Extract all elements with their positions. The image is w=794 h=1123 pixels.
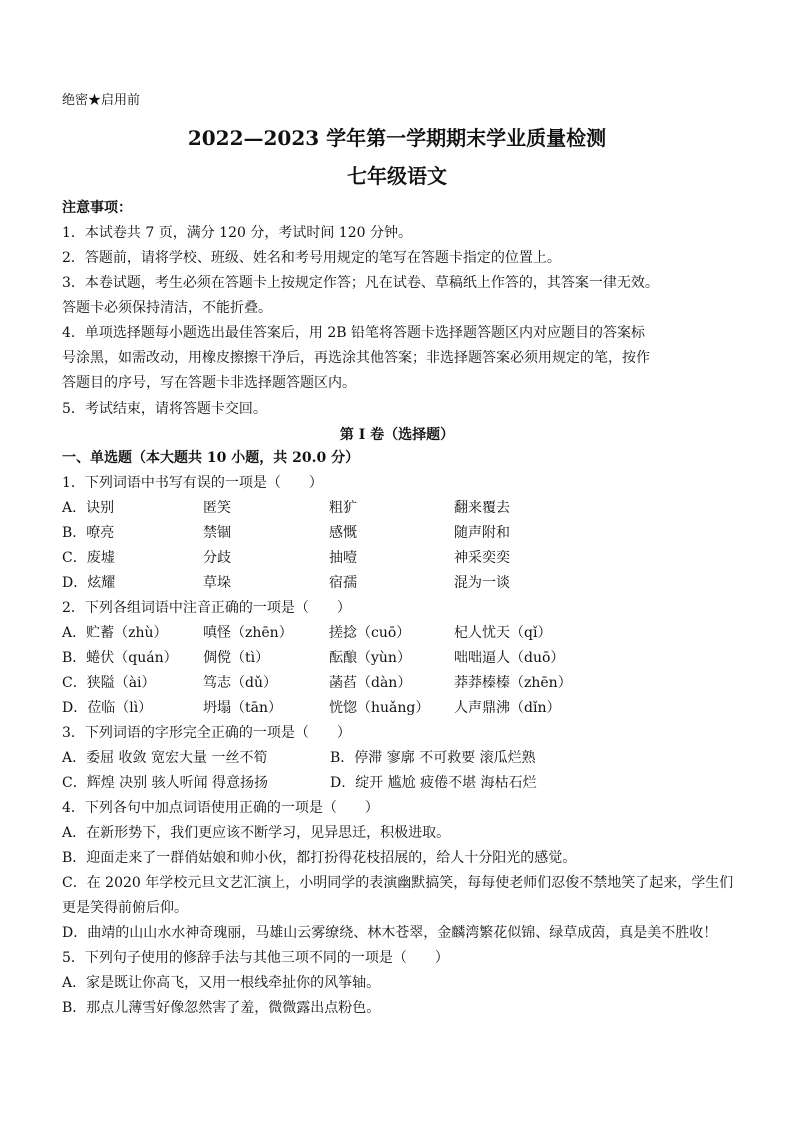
option-cell: D．炫耀 [62, 575, 116, 591]
option-cell: 菡萏（dàn） [329, 675, 412, 691]
notice-item: 1．本试卷共 7 页，满分 120 分，考试时间 120 分钟。 [62, 225, 412, 241]
part-heading: 一、单选题（本大题共 10 小题，共 20.0 分） [62, 450, 360, 466]
option-cell: 粗犷 [329, 500, 357, 516]
question-4-stem: 4．下列各句中加点词语使用正确的一项是（ ） [62, 800, 379, 816]
option-cell: 人声鼎沸（dǐn） [454, 700, 561, 716]
question-5-option: B．那点儿薄雪好像忽然害了羞，微微露出点粉色。 [62, 1000, 381, 1016]
question-1-stem: 1．下列词语中书写有误的一项是（ ） [62, 475, 323, 491]
option-cell: 莽莽榛榛（zhēn） [454, 675, 572, 691]
option-cell: C．狭隘（ài） [62, 675, 156, 691]
option-cell: D．莅临（lì） [62, 700, 153, 716]
question-4-option: C．在 2020 年学校元旦文艺汇演上，小明同学的表演幽默搞笑，每每使老师们忍俊不禁地笑了起来，学生们 [62, 875, 734, 891]
option-cell: A．诀别 [62, 500, 115, 516]
option-cell: C．废墟 [62, 550, 115, 566]
option-cell: D．绽开 尴尬 疲倦不堪 海枯石烂 [330, 775, 537, 791]
option-cell: 混为一谈 [454, 575, 510, 591]
option-cell: 杞人忧天（qǐ） [454, 625, 552, 641]
option-cell: 分歧 [203, 550, 231, 566]
question-3-stem: 3．下列词语的字形完全正确的一项是（ ） [62, 725, 351, 741]
notice-item: 答题目的序号，写在答题卡非选择题答题区内。 [62, 375, 356, 391]
option-cell: 感慨 [329, 525, 357, 541]
option-cell: 咄咄逼人（duō） [454, 650, 565, 666]
confidential-mark: 绝密★启用前 [62, 93, 141, 108]
option-cell: 翻来覆去 [454, 500, 510, 516]
notice-item: 5．考试结束，请将答题卡交回。 [62, 401, 267, 417]
notice-item: 4．单项选择题每小题选出最佳答案后，用 2B 铅笔将答题卡选择题答题区内对应题目的答案标 [62, 325, 646, 341]
option-cell: 搓捻（cuō） [329, 625, 411, 641]
option-cell: 倜傥（tì） [203, 650, 270, 666]
question-4-option: A．在新形势下，我们更应该不断学习，见异思迁，积极进取。 [62, 825, 451, 841]
notice-item: 3．本卷试题，考生必须在答题卡上按规定作答；凡在试卷、草稿纸上作答的，其答案一律无效。 [62, 275, 659, 291]
question-5-option: A．家是既让你高飞，又用一根线牵扯你的风筝轴。 [62, 975, 381, 991]
notice-heading: 注意事项： [62, 200, 132, 216]
notice-item: 答题卡必须保持清洁，不能折叠。 [62, 300, 272, 316]
exam-title: 2022—2023 学年第一学期期末学业质量检测 [187, 126, 607, 150]
notice-item: 2．答题前，请将学校、班级、姓名和考号用规定的笔写在答题卡指定的位置上。 [62, 250, 561, 266]
exam-subtitle: 七年级语文 [347, 164, 447, 188]
option-cell: B．停滞 寥廓 不可救要 滚瓜烂熟 [330, 750, 536, 766]
option-cell: 匿笑 [203, 500, 231, 516]
option-cell: 嗔怪（zhēn） [203, 625, 293, 641]
option-cell: 酝酿（yùn） [329, 650, 411, 666]
option-cell: 笃志（dǔ） [203, 675, 277, 691]
option-cell: A．贮蓄（zhù） [62, 625, 168, 641]
option-cell: 坍塌（tān） [203, 700, 282, 716]
question-5-stem: 5．下列句子使用的修辞手法与其他三项不同的一项是（ ） [62, 950, 449, 966]
option-cell: 禁锢 [203, 525, 231, 541]
question-2-stem: 2．下列各组词语中注音正确的一项是（ ） [62, 600, 351, 616]
option-cell: 宿孺 [329, 575, 357, 591]
option-cell: B．蜷伏（quán） [62, 650, 178, 666]
option-cell: 草垛 [203, 575, 231, 591]
question-4-option: B．迎面走来了一群俏姑娘和帅小伙，都打扮得花枝招展的，给人十分阳光的感觉。 [62, 850, 577, 866]
option-cell: A．委屈 收敛 宽宏大量 一丝不筍 [62, 750, 268, 766]
question-4-option: 更是笑得前俯后仰。 [62, 900, 188, 916]
notice-item: 号涂黑，如需改动，用橡皮擦擦干净后，再选涂其他答案；非选择题答案必须用规定的笔，按作 [62, 350, 650, 366]
question-4-option: D．曲靖的山山水水神奇瑰丽，马雄山云雾缭绕、林木苍翠，金麟湾繁花似锦、绿草成茵，真是美不胜收！ [62, 925, 718, 941]
option-cell: B．嘹亮 [62, 525, 115, 541]
option-cell: C．辉煌 决别 骇人听闻 得意扬扬 [62, 775, 269, 791]
section-heading: 第 I 卷（选择题） [339, 427, 455, 443]
option-cell: 随声附和 [454, 525, 510, 541]
option-cell: 恍惚（huǎng） [329, 700, 430, 716]
option-cell: 抽噎 [329, 550, 357, 566]
option-cell: 神采奕奕 [454, 550, 510, 566]
